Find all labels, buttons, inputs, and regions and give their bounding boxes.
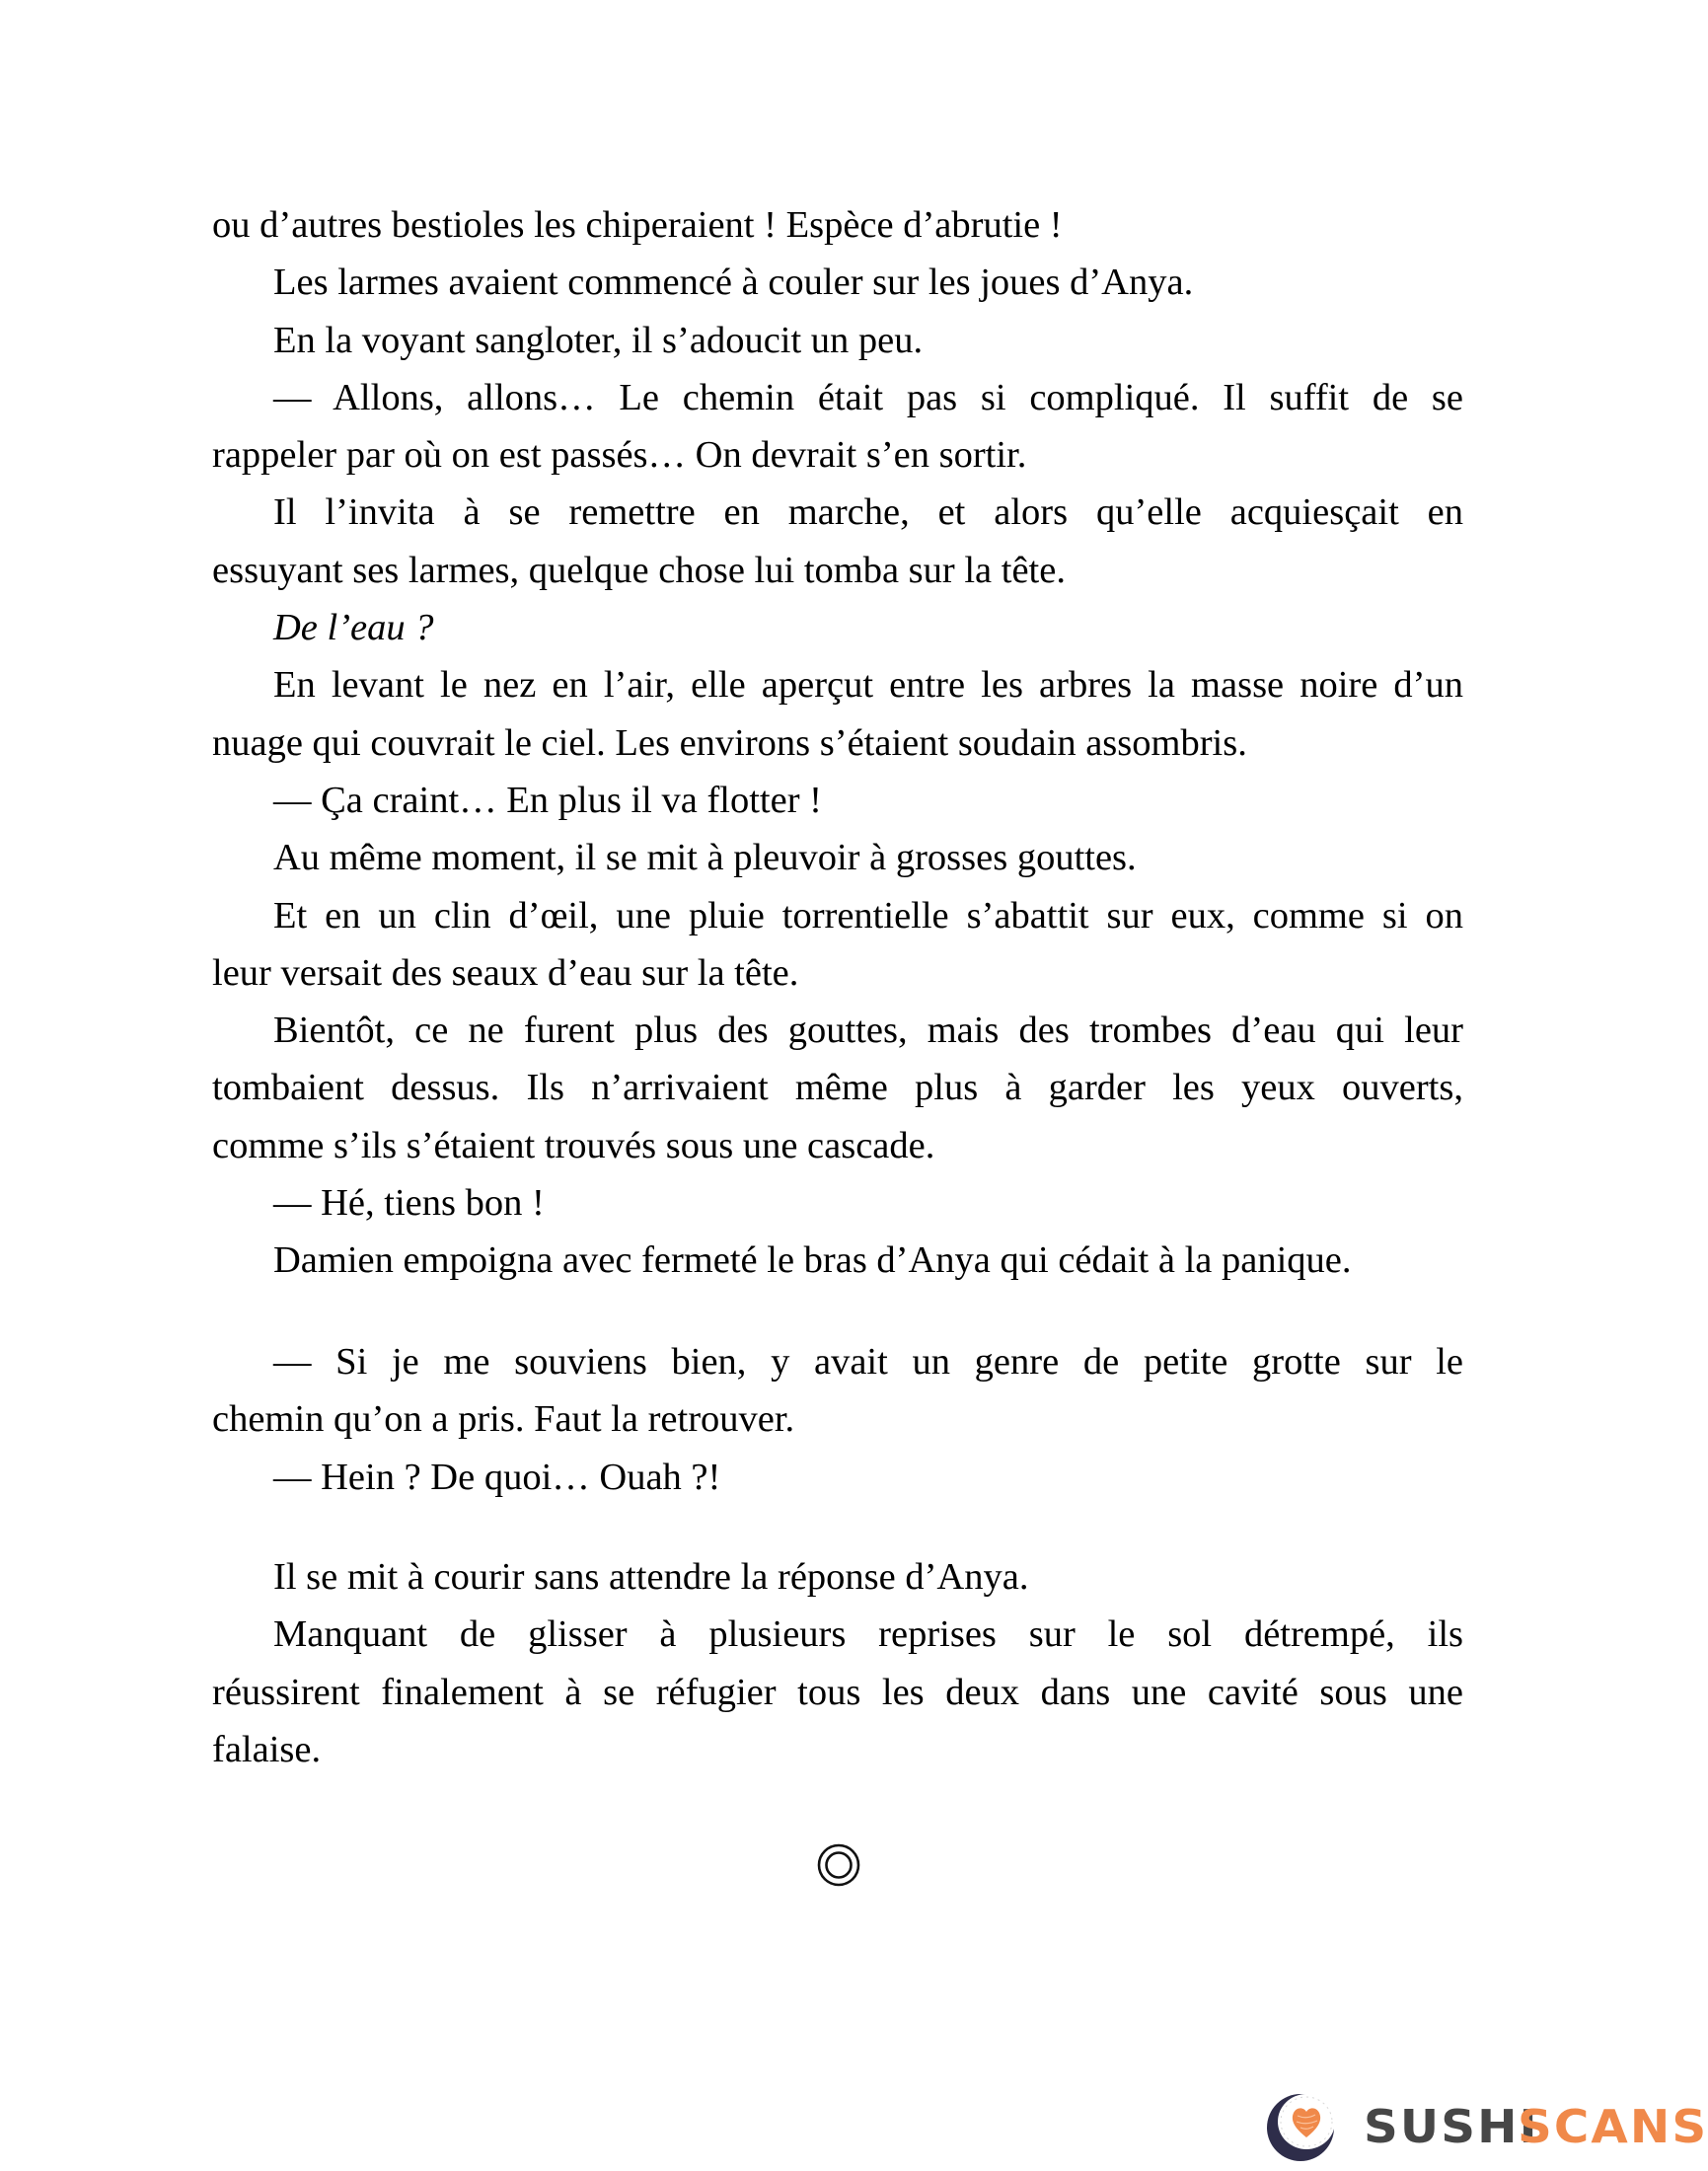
sushi-roll-heart-icon — [1263, 2086, 1342, 2165]
paragraph — [212, 656, 1463, 772]
text-line: ou d’autres bestioles les chiperaient ! Espèce d’abrutie ! — [212, 204, 1063, 246]
paragraph — [212, 1002, 1463, 1174]
text-line: leur versait des seaux d’eau sur la tête. — [212, 951, 799, 994]
text-line: — Hé, tiens bon ! — [273, 1182, 545, 1225]
paragraph — [212, 254, 1463, 311]
text-line: tombaient dessus. Ils n’arrivaient même plus à garder les yeux ouverts, — [212, 1067, 1463, 1109]
text-line: En levant le nez en l’air, elle aperçut entre les arbres la masse noire d’un — [273, 664, 1463, 707]
text-line: — Si je me souviens bien, y avait un genre de petite grotte sur le — [273, 1341, 1463, 1383]
text-line: chemin qu’on a pris. Faut la retrouver. — [212, 1398, 795, 1441]
text-line: En la voyant sangloter, il s’adoucit un peu. — [273, 319, 924, 361]
text-line: nuage qui couvrait le ciel. Les environs s’étaient soudain assombris. — [212, 721, 1247, 764]
paragraph — [212, 599, 1463, 656]
text-line: Au même moment, il se mit à pleuvoir à grosses gouttes. — [273, 837, 1137, 879]
text-line: Et en un clin d’œil, une pluie torrentielle s’abattit sur eux, comme si on — [273, 894, 1463, 936]
text-line: Les larmes avaient commencé à couler sur les joues d’Anya. — [273, 262, 1194, 304]
paragraph — [212, 484, 1463, 599]
text-line: essuyant ses larmes, quelque chose lui tomba sur la tête. — [212, 549, 1066, 591]
section-break-ornament-icon — [817, 1843, 860, 1887]
paragraph — [212, 1449, 1463, 1506]
text-line: — Ça craint… En plus il va flotter ! — [273, 779, 822, 821]
text-line: comme s’ils s’étaient trouvés sous une cascade. — [212, 1124, 935, 1166]
text-line: — Allons, allons… Le chemin était pas si compliqué. Il suffit de se — [273, 376, 1463, 418]
text-line: rappeler par où on est passés… On devrait s’en sortir. — [212, 434, 1027, 477]
text-line: Bientôt, ce ne furent plus des gouttes, mais des trombes d’eau qui leur — [273, 1010, 1463, 1052]
text-line: falaise. — [212, 1728, 322, 1770]
text-line: Il l’invita à se remettre en marche, et alors qu’elle acquiesçait en — [273, 491, 1463, 534]
paragraph — [212, 887, 1463, 1003]
text-line: Manquant de glisser à plusieurs reprises sur le sol détrempé, ils — [273, 1613, 1463, 1656]
text-line: réussirent finalement à se réfugier tous les deux dans une cavité sous une — [212, 1671, 1463, 1713]
sushi-scans-watermark — [1263, 2086, 1708, 2165]
paragraph — [212, 1606, 1463, 1778]
text-section-3 — [212, 1548, 1463, 1778]
paragraph — [212, 1333, 1463, 1449]
text-line: De l’eau ? — [273, 607, 434, 649]
text-line: Il se mit à courir sans attendre la réponse d’Anya. — [273, 1556, 1029, 1598]
text-section-1 — [212, 196, 1463, 1290]
logo-word-scans: SCANS — [1518, 2100, 1708, 2153]
paragraph — [212, 1174, 1463, 1232]
paragraph — [212, 196, 1463, 254]
paragraph — [212, 772, 1463, 829]
paragraph — [212, 829, 1463, 886]
text-line: — Hein ? De quoi… Ouah ?! — [273, 1456, 721, 1498]
paragraph — [212, 1232, 1463, 1289]
paragraph — [212, 369, 1463, 485]
text-line: Damien empoigna avec fermeté le bras d’Anya qui cédait à la panique. — [273, 1239, 1352, 1282]
logo-word-sushi: SUSHI — [1364, 2100, 1539, 2153]
paragraph — [212, 312, 1463, 369]
paragraph — [212, 1548, 1463, 1606]
text-section-2 — [212, 1333, 1463, 1506]
